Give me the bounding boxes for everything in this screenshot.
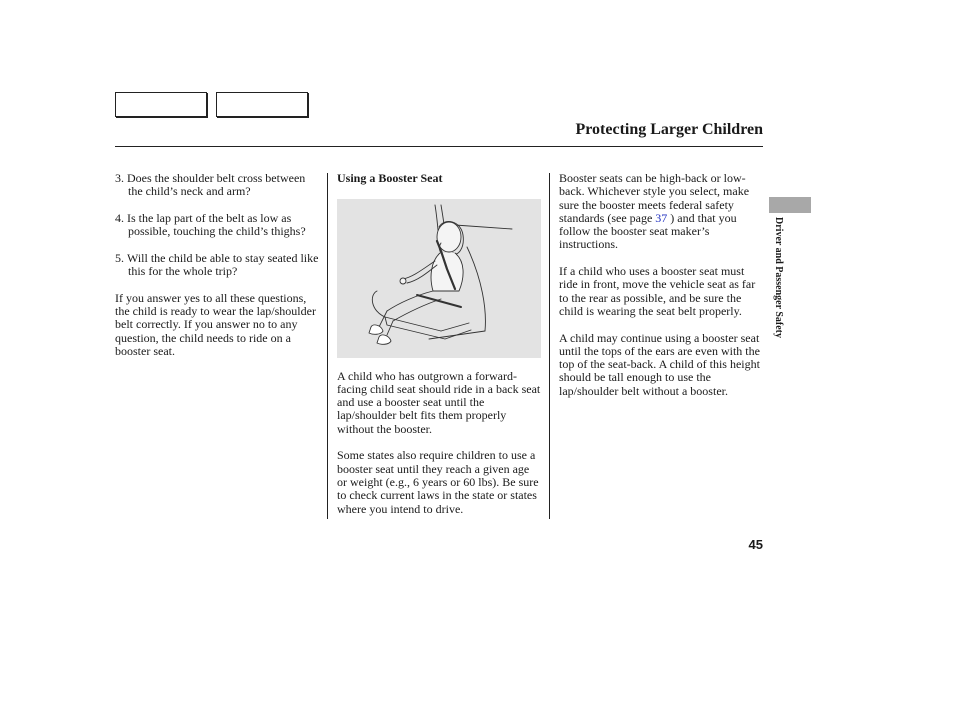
- nav-button-previous[interactable]: [115, 92, 207, 117]
- column-3: [559, 172, 765, 411]
- page-link[interactable]: 37: [655, 210, 668, 225]
- question-item-3: 3. Does the shoulder belt cross between the child’s neck and arm?: [115, 171, 306, 199]
- question-text: Will the child be able to stay seated like this for the whole trip?: [127, 250, 319, 279]
- booster-seat-illustration: [337, 199, 541, 358]
- booster-paragraph-1: A child who has outgrown a forward-facing child seat should ride in a back seat and use a booster seat until the lap/shoulder belt fits them properly without the booster.: [337, 368, 541, 436]
- question-text: Is the lap part of the belt as low as possible, touching the child’s thighs?: [127, 210, 306, 239]
- question-item-4: 4. Is the lap part of the belt as low as possible, touching the child’s thighs?: [115, 210, 306, 239]
- continue-using-paragraph: A child may continue using a booster seat until the tops of the ears are even with the top of the seat-back. A child of this height should be tall enough to use the lap/shoulder belt without a booster.: [559, 330, 760, 398]
- section-heading: Using a Booster Seat: [337, 171, 443, 185]
- booster-types-paragraph: Booster seats can be high-back or low-back. Whichever style you select, make sure the booster meets federal safety standards (see page 37 ) and that you follow the booster seat maker’s instructions.: [559, 171, 750, 252]
- question-text: Does the shoulder belt cross between the child’s neck and arm?: [127, 171, 306, 199]
- column-2: [337, 172, 542, 529]
- nav-button-next[interactable]: [216, 92, 308, 117]
- question-item-5: 5. Will the child be able to stay seated like this for the whole trip?: [115, 250, 319, 279]
- page-title: Protecting Larger Children: [575, 121, 763, 138]
- column-divider-1: [327, 173, 328, 519]
- conclusion-paragraph: If you answer yes to all these questions, the child is ready to wear the lap/shoulder belt correctly. If you answer no to any question, the child needs to ride on a booster seat.: [115, 290, 316, 358]
- section-side-label: Driver and Passenger Safety: [773, 217, 784, 339]
- section-tab-marker: [769, 197, 811, 213]
- front-seat-paragraph: If a child who uses a booster seat must ride in front, move the vehicle seat as far to the rear as possible, and be sure the child is wearing the seat belt properly.: [559, 264, 756, 318]
- column-divider-2: [549, 173, 550, 519]
- header-rule: [115, 146, 763, 147]
- column-1: [115, 172, 320, 371]
- booster-paragraph-2: Some states also require children to use a booster seat until they reach a given age or weight (e.g., 6 years or 60 lbs). Be sure to check current laws in the state or states where you intend to drive.: [337, 448, 539, 516]
- page-number: 45: [748, 537, 763, 552]
